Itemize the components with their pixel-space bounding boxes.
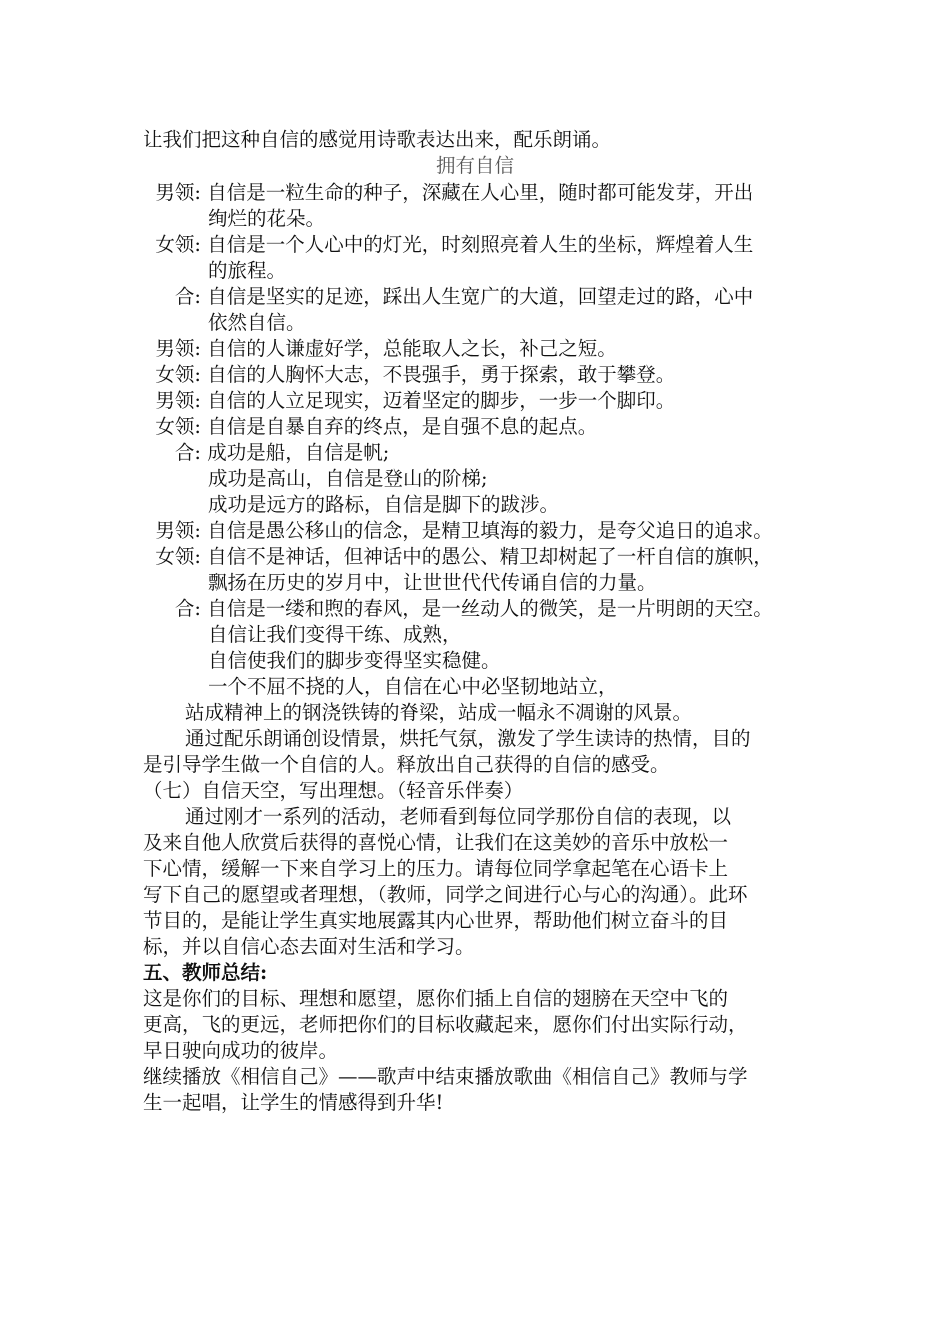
poem-line	[143, 336, 823, 362]
paragraph-line: 通过配乐朗诵创设情景，烘托气氛，激发了学生读诗的热情，目的	[185, 727, 751, 750]
paragraph-line: 是引导学生做一个自信的人。释放出自己获得的自信的感受。	[143, 753, 670, 776]
speaker-label: 女领:	[155, 415, 201, 438]
poem-line	[143, 180, 823, 206]
poem-line	[143, 414, 823, 440]
poem-line	[143, 388, 823, 414]
poem-text: 自信的人谦虚好学，总能取人之长，补己之短。	[201, 337, 617, 360]
poem-title: 拥有自信	[435, 154, 514, 177]
poem-text: 自信是一粒生命的种子，深藏在人心里，随时都可能发芽，开出	[201, 181, 754, 204]
poem-text: 自信的人胸怀大志，不畏强手，勇于探索，敢于攀登。	[201, 363, 676, 386]
paragraph-line: 节目的，是能让学生真实地展露其内心世界，帮助他们树立奋斗的目	[143, 909, 729, 932]
poem-continuation: 自信使我们的脚步变得坚实稳健。	[208, 649, 501, 672]
poem-continuation: 自信让我们变得干练、成熟，	[208, 623, 462, 646]
poem-text: 自信是愚公移山的信念，是精卫填海的毅力，是夸父追日的追求。	[201, 519, 773, 542]
poem-continuation: 成功是远方的路标，自信是脚下的跋涉。	[208, 493, 560, 516]
intro-line: 让我们把这种自信的感觉用诗歌表达出来，配乐朗诵。	[143, 128, 612, 151]
paragraph-line: 这是你们的目标、理想和愿望，愿你们插上自信的翅膀在天空中飞的	[143, 987, 729, 1010]
speaker-label: 合:	[174, 285, 201, 308]
paragraph-line: 继续播放《相信自己》——歌声中结束播放歌曲《相信自己》教师与学	[143, 1065, 748, 1088]
poem-line	[143, 596, 823, 622]
speaker-label: 男领:	[155, 181, 201, 204]
speaker-label: 男领:	[155, 389, 201, 412]
paragraph-line: 更高，飞的更远，老师把你们的目标收藏起来，愿你们付出实际行动，	[143, 1013, 748, 1036]
poem-continuation: 的旅程。	[208, 259, 287, 282]
paragraph-line: 通过刚才一系列的活动，老师看到每位同学那份自信的表现，以	[185, 805, 732, 828]
speaker-label: 合:	[174, 597, 201, 620]
speaker-label: 女领:	[155, 363, 201, 386]
paragraph-line: 及来自他人欣赏后获得的喜悦心情，让我们在这美妙的音乐中放松一	[143, 831, 729, 854]
poem-line	[143, 544, 823, 570]
poem-line	[143, 440, 823, 466]
speaker-label: 女领:	[155, 233, 201, 256]
paragraph-line: 下心情，缓解一下来自学习上的压力。请每位同学拿起笔在心语卡上	[143, 857, 729, 880]
poem-continuation: 成功是高山，自信是登山的阶梯;	[208, 467, 488, 490]
speaker-label: 女领:	[155, 545, 201, 568]
poem-continuation: 一个不屈不挠的人，自信在心中必坚韧地站立，	[208, 675, 618, 698]
poem-continuation: 飘扬在历史的岁月中，让世世代代传诵自信的力量。	[208, 571, 657, 594]
poem-text: 自信的人立足现实，迈着坚定的脚步，一步一个脚印。	[201, 389, 676, 412]
poem-line	[143, 284, 823, 310]
paragraph-line: 生一起唱，让学生的情感得到升华!	[143, 1091, 444, 1114]
poem-text: 自信是一缕和煦的春风，是一丝动人的微笑，是一片明朗的天空。	[201, 597, 773, 620]
poem-text: 成功是船，自信是帆;	[201, 441, 390, 464]
paragraph-line: 早日驶向成功的彼岸。	[143, 1039, 339, 1062]
section-heading: 五、教师总结:	[143, 961, 268, 984]
poem-last-line: 站成精神上的钢浇铁铸的脊梁，站成一幅永不凋谢的风景。	[185, 701, 693, 724]
poem-line	[143, 518, 823, 544]
speaker-label: 男领:	[155, 337, 201, 360]
poem-text: 自信是一个人心中的灯光，时刻照亮着人生的坐标，辉煌着人生	[201, 233, 754, 256]
poem-line	[143, 232, 823, 258]
paragraph-line: 标，并以自信心态去面对生活和学习。	[143, 935, 475, 958]
poem-continuation: 依然自信。	[208, 311, 306, 334]
speaker-label: 男领:	[155, 519, 201, 542]
poem-text: 自信是自暴自弃的终点，是自强不息的起点。	[201, 415, 598, 438]
poem-text: 自信不是神话，但神话中的愚公、精卫却树起了一杆自信的旗帜，	[201, 545, 773, 568]
poem-line	[143, 362, 823, 388]
section-heading: （七）自信天空，写出理想。（轻音乐伴奏）	[143, 779, 524, 802]
speaker-label: 合:	[174, 441, 201, 464]
poem-text: 自信是坚实的足迹，踩出人生宽广的大道，回望走过的路，心中	[201, 285, 754, 308]
poem-continuation: 绚烂的花朵。	[208, 207, 326, 230]
paragraph-line: 写下自己的愿望或者理想，（教师，同学之间进行心与心的沟通）。此环	[143, 883, 748, 906]
